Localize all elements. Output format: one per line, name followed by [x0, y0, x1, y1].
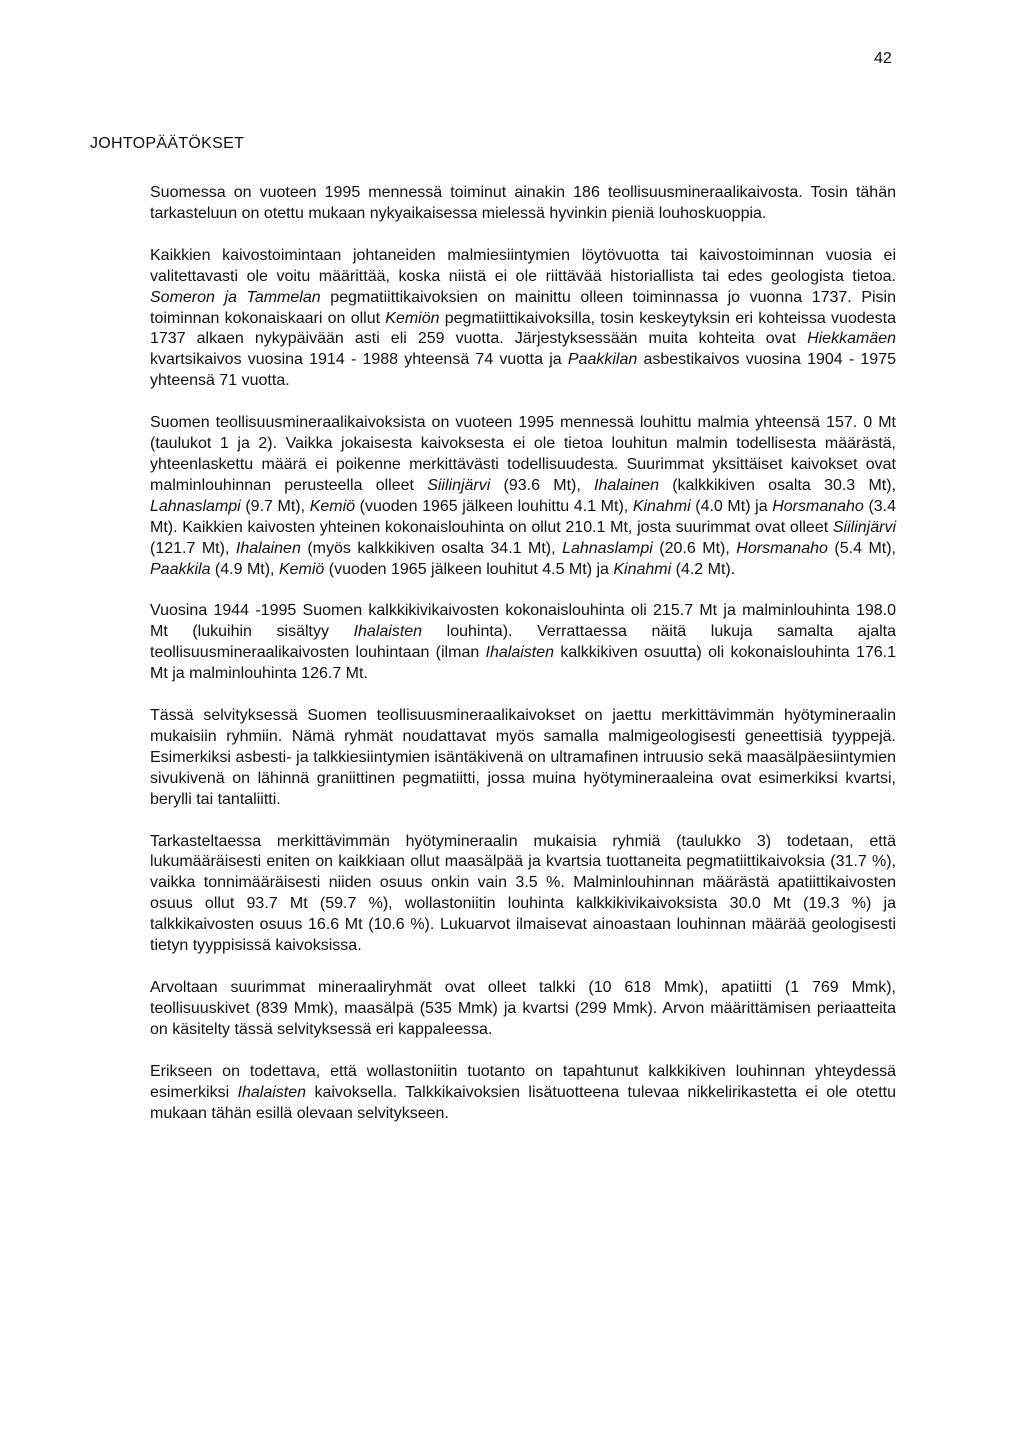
place-name: Horsmanaho: [736, 539, 828, 557]
text-segment: pegmatiittikaivoksien on mainittu olleen toiminnassa jo vuonna 1737. Pisin toiminnan kokonaiskaari on ollut: [150, 288, 896, 327]
place-name: Kemiön: [385, 309, 440, 327]
text-segment: Erikseen on todettava, että wollastoniitin tuotanto on tapahtunut kalkkikiven louhinnan yhteydessä esimerkiksi: [150, 1062, 896, 1101]
place-name: Paakkilan: [567, 351, 638, 369]
text-segment: (121.7 Mt),: [150, 539, 236, 557]
text-segment: asbestikaivos vuosina 1904 - 1975 yhteensä 71 vuotta.: [150, 351, 896, 390]
paragraph-8: [150, 1062, 896, 1125]
paragraph-4: [150, 601, 896, 685]
place-name: Ihalainen: [594, 476, 659, 494]
paragraph-2: [150, 246, 896, 392]
place-name: Hiekkamäen: [807, 330, 896, 348]
page-heading: JOHTOPÄÄTÖKSET: [90, 135, 245, 152]
place-name: Ihalaisten: [485, 644, 555, 662]
place-name: Kinahmi: [632, 497, 691, 515]
body-text: [150, 183, 896, 1145]
place-name: Horsmanaho: [772, 497, 864, 515]
text-segment: (5.4 Mt),: [827, 539, 896, 557]
text-segment: Kaikkien kaivostoimintaan johtaneiden malmiesiintymien löytövuotta tai kaivostoiminnan vuosia ei valitettavasti ole voitu määrittää, koska niistä ei ole riittävää historiallista tai edes geologista tietoa.: [150, 246, 896, 285]
place-name: Ihalaisten: [237, 1083, 307, 1101]
paragraph-6: [150, 832, 896, 957]
place-name: Someron ja Tammelan: [150, 288, 321, 306]
paragraph-1: [150, 183, 896, 225]
text-segment: (9.7 Mt),: [240, 497, 310, 515]
text-segment: (4.2 Mt).: [671, 560, 736, 578]
place-name: Ihalainen: [235, 539, 301, 557]
place-name: Ihalaisten: [353, 623, 423, 641]
place-name: Kemiö: [278, 560, 325, 578]
paragraph-3: [150, 413, 896, 580]
text-segment: (vuoden 1965 jälkeen louhittu 4.1 Mt),: [355, 497, 633, 515]
text-segment: (93.6 Mt),: [490, 476, 595, 494]
text-segment: Tässä selvityksessä Suomen teollisuusmineraalikaivokset on jaettu merkittävimmän hyötymineraalin mukaisiin ryhmiin. Nämä ryhmät noudattavat myös samalla malmigeologisesti geneettisiä tyyppejä. Esimerkiksi asbesti- ja talkkiesiintymien isäntäkivenä on ultramafinen intruusio sekä maasälpäesiintymien sivukivenä on lähinnä graniittinen pegmatiitti, jossa muina hyötymineraaleina ovat esimerkiksi kvartsi, berylli tai tantaliitti.: [150, 707, 896, 808]
text-segment: kaivoksella. Talkkikaivoksien lisätuotteena tulevaa nikkelirikastetta ei ole otettu mukaan tähän esillä olevaan selvitykseen.: [150, 1083, 896, 1122]
place-name: Kinahmi: [613, 560, 672, 578]
text-segment: pegmatiittikaivoksilla, tosin keskeytyksin eri kohteissa vuodesta 1737 alkaen nykypäivään asti eli 259 vuotta. Järjestyksessään muita kohteita ovat: [150, 309, 896, 348]
place-name: Siilinjärvi: [832, 518, 896, 536]
text-segment: (vuoden 1965 jälkeen louhitut 4.5 Mt) ja: [324, 560, 614, 578]
place-name: Paakkila: [150, 560, 211, 578]
text-segment: (myös kalkkikiven osalta 34.1 Mt),: [300, 539, 563, 557]
text-segment: (4.0 Mt) ja: [690, 497, 773, 515]
text-segment: (4.9 Mt),: [210, 560, 279, 578]
text-segment: louhinta). Verrattaessa näitä lukuja samalta ajalta teollisuusmineraalikaivosten louhintaan (ilman: [150, 623, 897, 662]
text-segment: (20.6 Mt),: [652, 539, 737, 557]
paragraph-7: [150, 978, 896, 1041]
text-segment: Arvoltaan suurimmat mineraaliryhmät ovat olleet talkki (10 618 Mmk), apatiitti (1 769 Mmk), teollisuuskivet (839 Mmk), maasälpä (535 Mmk) ja kvartsi (299 Mmk). Arvon määrittämisen periaatteita on käsitelty tässä selvityksessä eri kappaleessa.: [150, 979, 896, 1038]
paragraph-5: [150, 706, 896, 811]
text-segment: kalkkikiven osuutta) oli kokonaislouhinta 176.1 Mt ja malminlouhinta 126.7 Mt.: [150, 644, 897, 683]
text-segment: Vuosina 1944 -1995 Suomen kalkkikivikaivosten kokonaislouhinta oli 215.7 Mt ja malminlouhinta 198.0 Mt (lukuihin sisältyy: [150, 602, 896, 641]
text-segment: (kalkkikiven osalta 30.3 Mt),: [658, 476, 896, 494]
place-name: Lahnaslampi: [150, 497, 241, 515]
place-name: Lahnaslampi: [562, 539, 653, 557]
text-segment: Suomessa on vuoteen 1995 mennessä toiminut ainakin 186 teollisuusmineraalikaivosta. Tosin tähän tarkasteluun on otettu mukaan nykyaikaisessa mielessä hyvinkin pieniä louhoskuoppia.: [150, 184, 896, 222]
text-segment: kvartsikaivos vuosina 1914 - 1988 yhteensä 74 vuotta ja: [150, 351, 568, 369]
page-number: 42: [874, 50, 892, 67]
text-segment: (3.4 Mt). Kaikkien kaivosten yhteinen kokonaislouhinta on ollut 210.1 Mt, josta suurimmat ovat olleet: [150, 497, 897, 536]
text-segment: Suomen teollisuusmineraalikaivoksista on vuoteen 1995 mennessä louhittu malmia yhteensä 157. 0 Mt (taulukot 1 ja 2). Vaikka jokaisesta kaivoksesta ei ole tietoa louhitun malmin todellisesta määrästä, yhteenlaskettu määrä ei poikenne merkittävästi todellisuudesta. Suurimmat yksittäiset kaivokset ovat malminlouhinnan perusteella olleet: [150, 414, 896, 494]
place-name: Siilinjärvi: [427, 476, 491, 494]
place-name: Kemiö: [309, 497, 356, 515]
text-segment: Tarkasteltaessa merkittävimmän hyötymineraalin mukaisia ryhmiä (taulukko 3) todetaan, että lukumääräisesti eniten on kaikkiaan ollut maasälpää ja kvartsia tuottaneita pegmatiittikaivoksia (31.7 %), vaikka tonnimääräisesti niiden osuus onkin vain 3.5 %. Malminlouhinnan määrästä apatiittikaivosten osuus ollut 93.7 Mt (59.7 %), wollastoniitin louhinta kalkkikivikaivoksista 30.0 Mt (19.3 %) ja talkkikaivosten osuus 16.6 Mt (10.6 %). Lukuarvot ilmaisevat ainoastaan louhinnan määrää geologisesti tietyn tyyppisissä kaivoksissa.: [150, 832, 896, 955]
